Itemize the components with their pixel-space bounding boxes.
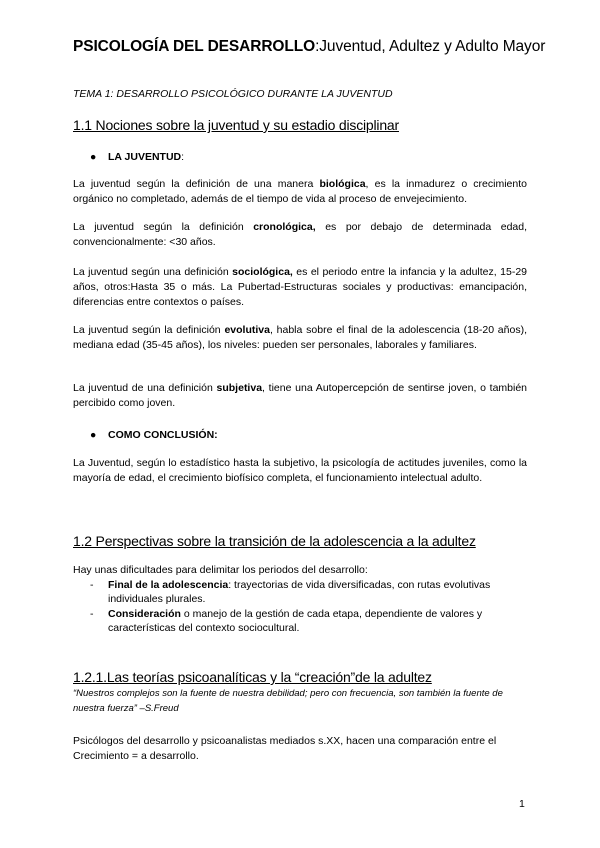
p2-text-a: La juventud según la definición: [73, 221, 254, 233]
list-item-text: : trayectorias de vida diversificadas, con rutas evolutivas individuales plurales.: [108, 579, 491, 605]
paragraph-cronologica: [73, 220, 527, 250]
section-3-heading: 1.2.1.Las teorías psicoanalíticas y la “creación”de la adultez: [73, 669, 432, 685]
paragraph-biologica: [73, 177, 527, 207]
p2-bold: cronológica,: [253, 221, 316, 233]
freud-quote: “Nuestros complejos son la fuente de nuestra debilidad; pero con frecuencia, son también la fuente de nuestra fuerza” –S.Freud: [73, 688, 503, 714]
list-item: [90, 578, 530, 606]
p5-bold: subjetiva: [216, 382, 263, 394]
title-bold: PSICOLOGÍA DEL DESARROLLO: [73, 38, 316, 55]
section-3-paragraph: Psicólogos del desarrollo y psicoanalistas mediados s.XX, hacen una comparación entre el Crecimiento = a desarrollo.: [73, 735, 497, 762]
paragraph-sociologica: [73, 265, 527, 310]
bullet-conclusion: [90, 429, 218, 441]
section-1-heading: 1.1 Nociones sobre la juventud y su estadio disciplinar: [73, 117, 399, 133]
dash-marker: -: [90, 608, 94, 620]
paragraph-subjetiva: [73, 381, 527, 411]
p3-bold: sociológica,: [232, 266, 293, 278]
title-rest: :Juventud, Adultez y Adulto Mayor: [315, 38, 546, 55]
p4-bold: evolutiva: [224, 324, 270, 336]
list-item-text: o manejo de la gestión de cada etapa, dependiente de valores y características del contexto sociocultural.: [108, 608, 483, 634]
bullet-juventud: [90, 151, 184, 163]
section-2-heading: 1.2 Perspectivas sobre la transición de la adolescencia a la adultez: [73, 533, 476, 549]
bullet-icon: ●: [90, 429, 97, 441]
p3-text-a: La juventud según una definición: [73, 266, 233, 278]
list-item-bold: Final de la adolescencia: [108, 579, 229, 591]
p1-text-c: , es la inmadurez o crecimiento orgánico no completado, además de el tiempo de vida al proceso de envejecimiento.: [73, 178, 527, 205]
section-2-intro: Hay unas dificultades para delimitar los periodos del desarrollo:: [73, 564, 368, 576]
p3-text-c: es el periodo entre la infancia y la adultez, 15-29 años, otros:Hasta 35 o más. La Pubertad-Estructuras sociales y productivas: emancipación, diferencias entre contextos o países.: [73, 266, 527, 308]
bullet-conclusion-label: COMO CONCLUSIÓN:: [108, 429, 218, 441]
p5-text-a: La juventud de una definición: [73, 382, 217, 394]
bullet-juventud-suffix: :: [181, 151, 185, 163]
p2-text-c: es por debajo de determinada edad, convencionalmente: <30 años.: [73, 221, 528, 248]
difficulties-list: [90, 578, 530, 636]
paragraph-evolutiva: [73, 323, 527, 353]
p4-text-c: , habla sobre el final de la adolescencia (18-20 años), mediana edad (35-45 años), los niveles: pueden ser personales, laborales y familiares.: [73, 324, 527, 351]
tema-heading: TEMA 1: DESARROLLO PSICOLÓGICO DURANTE LA JUVENTUD: [73, 88, 393, 100]
p1-bold: biológica: [319, 178, 366, 190]
list-item-bold: Consideración: [108, 608, 181, 620]
bullet-icon: ●: [90, 151, 97, 163]
page-number: 1: [519, 798, 525, 810]
document-title: [73, 38, 545, 56]
paragraph-conclusion: La Juventud, según lo estadístico hasta la subjetivo, la psicología de actitudes juveniles, como la mayoría de edad, el crecimiento biofísico completa, el funcionamiento intelectual adulto.: [73, 457, 527, 484]
dash-marker: -: [90, 579, 94, 591]
p4-text-a: La juventud según la definición: [73, 324, 225, 336]
bullet-juventud-label: LA JUVENTUD: [108, 151, 182, 163]
list-item: [90, 607, 530, 635]
p1-text-a: La juventud según la definición de una manera: [73, 178, 320, 190]
p5-text-c: , tiene una Autopercepción de sentirse joven, o también percibido como joven.: [73, 382, 528, 409]
